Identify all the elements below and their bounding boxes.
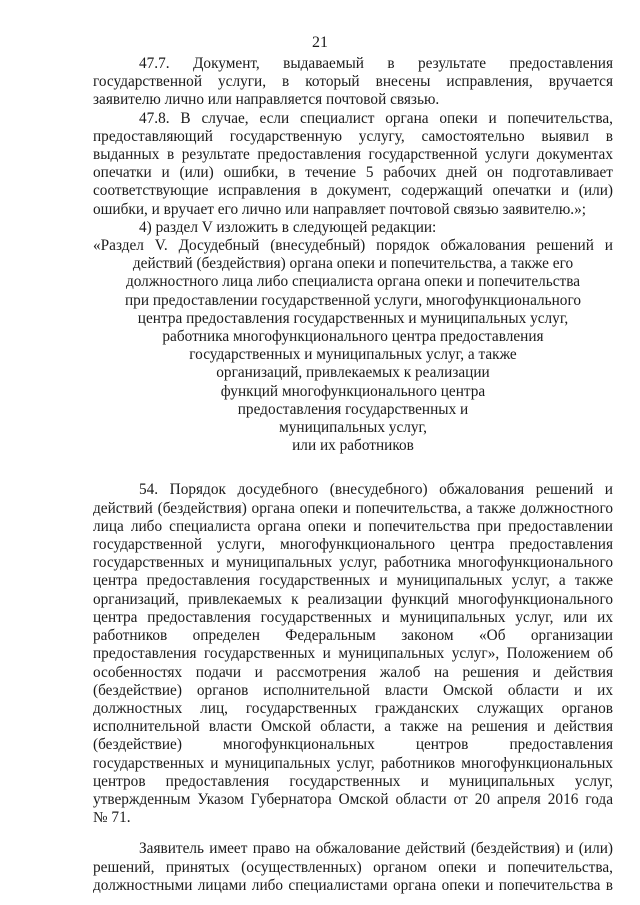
text-line: решений, принятых (осуществленных) органом опеки и попечительства, (93, 858, 613, 876)
paragraph-applicant-rights (93, 840, 613, 895)
list-item-4: 4) раздел V изложить в следующей редакции: (139, 218, 437, 236)
text-line: утвержденным Указом Губернатора Омской области от 20 апреля 2016 года (93, 790, 613, 808)
text-line: предоставления государственных и муниципальных услуг», Положением об (93, 645, 613, 663)
heading-line: или их работников (292, 437, 414, 455)
text-line: заявителю лично или направляется почтовой связью. (93, 91, 440, 109)
paragraph-47-7 (93, 55, 613, 110)
text-line: исполнительной власти Омской области, а также на решения и действия (93, 718, 613, 736)
text-line: Заявитель имеет право на обжалование действий (бездействия) и (или) (139, 840, 613, 858)
text-line: должностных лиц, государственных гражданских служащих органов (93, 699, 613, 717)
page-number: 21 (312, 34, 328, 51)
heading-line: предоставления государственных и (237, 400, 469, 418)
text-line: особенностях подачи и рассмотрения жалоб на решения и действия (93, 663, 613, 681)
text-line: государственных и муниципальных услуг, работников многофункциональных (93, 754, 613, 772)
text-line: центров предоставления государственных и муниципальных услуг, (93, 772, 613, 790)
text-line: (бездействие) органов исполнительной власти Омской области и их (93, 681, 613, 699)
paragraph-47-8 (93, 110, 613, 219)
text-line: работников определен Федеральным законом «Об организации (93, 627, 613, 645)
heading-line: государственных и муниципальных услуг, а также (189, 346, 517, 364)
text-line: ошибки, и вручает его лично или направляет почтовой связью заявителю.»; (93, 200, 587, 218)
text-line: государственной услуги, в который внесены исправления, вручается (93, 73, 613, 91)
heading-line: муниципальных услуг, (279, 419, 427, 437)
text-line: выданных в результате предоставления государственной услуги документах (93, 146, 613, 164)
text-line: 54. Порядок досудебного (внесудебного) обжалования решений и (139, 481, 613, 499)
text-line: действий (бездействия) органа опеки и попечительства, а также должностного (93, 499, 613, 517)
section-heading (93, 237, 613, 455)
text-line: центра предоставления государственных и муниципальных услуг, а также (93, 572, 613, 590)
document-body (93, 55, 613, 895)
text-line: (бездействие) многофункциональных центров предоставления (93, 736, 613, 754)
paragraph-54 (93, 481, 613, 827)
text-line: 47.8. В случае, если специалист органа опеки и попечительства, (139, 109, 613, 127)
text-line: предоставляющий государственную услугу, самостоятельно выявил в (93, 127, 613, 145)
text-line: лица либо специалиста органа опеки и попечительства при предоставлении (93, 517, 613, 535)
heading-line: центра предоставления государственных и муниципальных услуг, (137, 309, 569, 327)
text-line: соответствующие исправления в документ, содержащий опечатки и (или) (93, 182, 613, 200)
text-line: № 71. (93, 809, 131, 827)
text-line: государственных и муниципальных услуг, работника многофункционального (93, 554, 613, 572)
heading-line: функций многофункционального центра (220, 382, 486, 400)
text-line: 47.7. Документ, выдаваемый в результате предоставления (139, 55, 613, 72)
text-line: центра предоставления государственных и муниципальных услуг, или их (93, 608, 613, 626)
heading-line: работника многофункционального центра предоставления (162, 328, 544, 346)
heading-line: организаций, привлекаемых к реализации (216, 364, 490, 382)
heading-line: «Раздел V. Досудебный (внесудебный) порядок обжалования решений и (93, 237, 613, 255)
text-line: должностными лицами либо специалистами органа опеки и попечительства в (93, 876, 613, 894)
heading-line: должностного лица либо специалиста органа опеки и попечительства (125, 273, 581, 291)
heading-line: действий (бездействия) органа опеки и попечительства, а также его (132, 255, 574, 273)
text-line: организаций, привлекаемых к реализации функций многофункционального (93, 590, 613, 608)
text-line: государственной услуги, многофункционального центра предоставления (93, 536, 613, 554)
heading-line: при предоставлении государственной услуги, многофункционального (124, 291, 581, 309)
text-line: опечатки и (или) ошибки, в течение 5 рабочих дней он подготавливает (93, 164, 613, 182)
